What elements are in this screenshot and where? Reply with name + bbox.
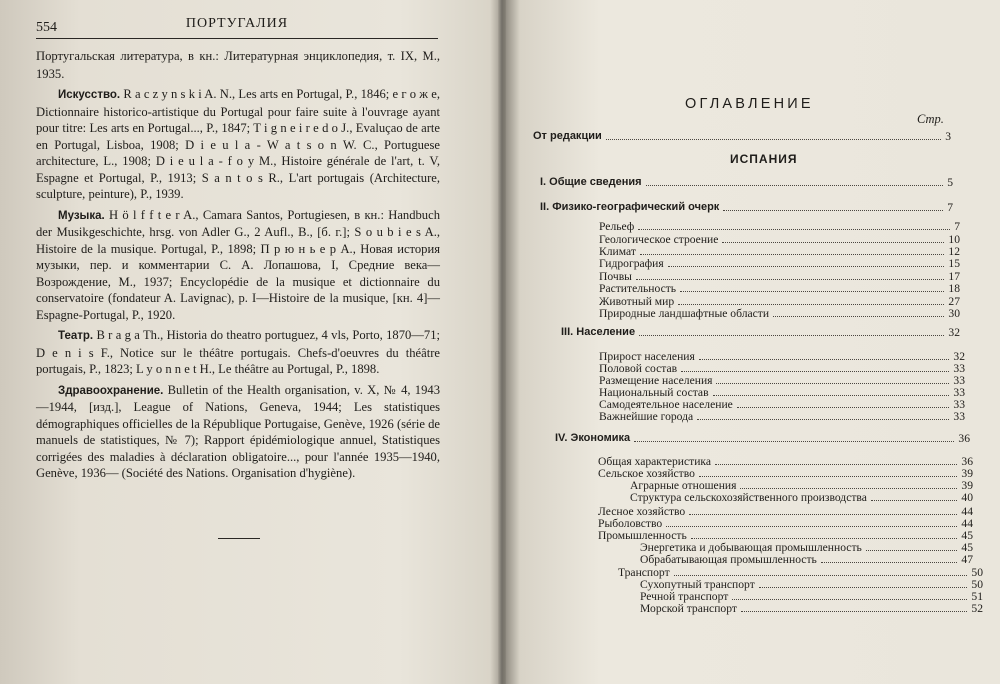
toc-leader-dots — [640, 254, 945, 255]
toc-entry-page: 33 — [953, 410, 965, 423]
end-rule — [218, 538, 260, 539]
toc-leader-dots — [674, 575, 968, 576]
biblio-paragraph: Португальская литература, в кн.: Литературная энциклопедия, т. IX, М., 1935. — [36, 49, 440, 81]
toc-entry-page: 7 — [947, 201, 953, 214]
toc-entry-page: 52 — [971, 602, 983, 615]
toc-entry-page: 32 — [948, 326, 960, 339]
toc-leader-dots — [866, 550, 958, 551]
toc-entry-label: Общая характеристика — [598, 455, 712, 468]
toc-entry[interactable] — [630, 491, 973, 504]
toc-entry-page: 36 — [958, 432, 970, 445]
toc-entry-label: Лесное хозяйство — [598, 505, 686, 518]
toc-entry[interactable] — [561, 326, 960, 339]
toc-entry-label: IV. Экономика — [555, 432, 631, 444]
toc-entry-page: 45 — [961, 529, 973, 542]
bibliography — [36, 48, 440, 486]
biblio-heading-music: Музыка. — [58, 209, 105, 222]
toc-entry-page: 33 — [953, 374, 965, 387]
toc-entry-label: Климат — [599, 245, 636, 258]
toc-leader-dots — [691, 538, 958, 539]
toc-entry-label: Структура сельскохозяйственного производства — [630, 491, 867, 504]
toc-entry-page: 44 — [961, 517, 973, 530]
toc-entry-label: Самодеятельное население — [599, 398, 733, 411]
toc-entry-label: Животный мир — [599, 295, 675, 308]
toc-entry-label: III. Население — [561, 326, 636, 338]
toc-entry-page: 15 — [948, 257, 960, 270]
toc-entry-page: 40 — [961, 491, 973, 504]
section-title: ИСПАНИЯ — [730, 152, 798, 166]
toc-leader-dots — [741, 611, 967, 612]
biblio-heading-health: Здравоохранение. — [58, 384, 164, 397]
toc-leader-dots — [773, 316, 944, 317]
toc-entry-page: 5 — [947, 176, 953, 189]
toc-entry-page: 39 — [961, 479, 973, 492]
toc-entry-label: Морской транспорт — [640, 602, 737, 615]
toc-leader-dots — [699, 476, 957, 477]
toc-leader-dots — [639, 335, 944, 336]
biblio-paragraph: Музыка. H ö l f f t e r A., Camara Santos, Portugiesen, в кн.: Handbuch der Musikgeschichte, hrsg. von Adler G., 2 Aufl., B., [б. г.]; S o u b i e s A., Histoire de la musique. Portugal, P., 1898; П р ю н ь е р А., Новая история музыки, пер. и комментарии С. А. Лопашова, I, Средние века—Возрождение, М., 1937; Encyclopédie de la musique et dictionnaire du conservatoire (fondateur A. Lavignac), p. I—Histoire de la musique, [кн. 4]—Espagne-Portugal, P., 1920. — [36, 207, 440, 322]
toc-entry-page: 36 — [961, 455, 973, 468]
toc-entry-page: 30 — [948, 307, 960, 320]
toc-leader-dots — [666, 526, 957, 527]
toc-entry[interactable] — [555, 432, 970, 445]
biblio-heading-theatre: Театр. — [58, 330, 94, 342]
biblio-paragraph: Искусство. R a c z y n s k i A. N., Les arts en Portugal, P., 1846; е г о ж е, Dictionnaire historico-artistique du Portugal pour faire suite à l'ouvrage ayant pour titre: Les arts en Portugal..., P., 1847; T i g n e i r e d o J., Evaluçao de arte en Portugal, Lisboa, 1908; D i e u l a - W a t s o n W. C., Portuguese architecture, L., 1908; D i e u l a - f o y M., Histoire générale de l'art, t. V, Espagne et Portugal, P., 1913; S a n t o s R., L'art portugais (Architecture, sculpture, peinture), P., 1939. — [36, 87, 440, 201]
toc-leader-dots — [634, 441, 954, 442]
toc-entry[interactable] — [599, 282, 960, 295]
toc-entry[interactable] — [599, 307, 960, 320]
toc-entry-label: Сухопутный транспорт — [640, 578, 755, 591]
toc-entry-label: Речной транспорт — [640, 590, 729, 603]
toc-leader-dots — [689, 514, 957, 515]
toc-entry-page: 18 — [948, 282, 960, 295]
toc-leader-dots — [821, 562, 958, 563]
toc-entry-page: 33 — [953, 398, 965, 411]
toc-entry-page: 10 — [948, 233, 960, 246]
toc-entry-label: Размещение населения — [599, 374, 713, 387]
toc-entry-label: Половой состав — [599, 362, 678, 375]
toc-entry-label: Геологическое строение — [599, 233, 719, 246]
toc-entry-page: 27 — [948, 295, 960, 308]
toc-leader-dots — [723, 210, 943, 211]
toc-entry-page: 12 — [948, 245, 960, 258]
toc-page-column-header: Стр. — [917, 112, 944, 126]
toc-entry-label: Сельское хозяйство — [598, 467, 695, 480]
toc-entry[interactable] — [640, 553, 973, 566]
toc-entry-page: 32 — [953, 350, 965, 363]
toc-entry-label: Природные ландшафтные области — [599, 307, 770, 320]
toc-leader-dots — [759, 587, 968, 588]
running-title: ПОРТУГАЛИЯ — [185, 16, 289, 31]
toc-leader-dots — [668, 266, 945, 267]
biblio-heading-art: Искусство. — [58, 89, 121, 101]
toc-leader-dots — [680, 291, 944, 292]
toc-entry[interactable] — [540, 201, 953, 214]
toc-entry[interactable] — [599, 257, 960, 270]
toc-leader-dots — [646, 185, 944, 186]
toc-entry-page: 33 — [953, 362, 965, 375]
toc-title: ОГЛАВЛЕНИЕ — [685, 96, 814, 112]
toc-entry-from-editors[interactable]: От редакции 3 — [533, 130, 951, 143]
toc-entry-label: Обрабатывающая промышленность — [640, 553, 817, 566]
toc-entry-label: Важнейшие города — [599, 410, 694, 423]
toc-entry-page: 51 — [971, 590, 983, 603]
toc-leader-dots — [716, 383, 949, 384]
toc-leader-dots — [871, 500, 958, 501]
toc-entry-label: Почвы — [599, 270, 632, 283]
biblio-paragraph: Театр. B r a g a Th., Historia do theatro portuguez, 4 vls, Porto, 1870—71; D e n i s F., Notice sur le théâtre portugais. Chefs-d'oeuvres du théâtre portugais, P., 1823; L y o n n e t H., Le théâtre au Portugal, P., 1898. — [36, 328, 440, 376]
toc-entry-label: Транспорт — [618, 566, 670, 579]
page-number: 554 — [36, 20, 57, 35]
toc-entry-label: Гидрография — [599, 257, 664, 270]
biblio-paragraph: Здравоохранение. Bulletin of the Health organisation, v. X, № 4, 1943—1944, [изд.], League of Nations, Geneva, 1944; Les statistiques démographiques officielles de la République Portugaise, Genève, 1926 (série de manuels de statistiques, № 7); Rapport épidémiologique annuel, Statistiques corrigées des maladies à déclaration obligatoire..., pour l'année 1935—1940, Genève, 1936— (Société des Nations. Organisation d'hygiène). — [36, 382, 440, 480]
toc-entry[interactable] — [599, 220, 960, 233]
toc-entry-label: Энергетика и добывающая промышленность — [640, 541, 862, 554]
toc-entry-page: 45 — [961, 541, 973, 554]
toc-entry-page: 17 — [948, 270, 960, 283]
toc-entry-label: Растительность — [599, 282, 677, 295]
toc-entry-page: 50 — [971, 566, 983, 579]
toc-entry-page: 39 — [961, 467, 973, 480]
toc-leader-dots — [636, 279, 944, 280]
toc-leader-dots — [699, 359, 950, 360]
toc-entry-label: Рыболовство — [598, 517, 663, 530]
toc-leader-dots — [678, 304, 944, 305]
toc-entry[interactable] — [599, 410, 965, 423]
running-head — [36, 16, 438, 39]
toc-entry-page: 47 — [961, 553, 973, 566]
toc-entry-label: Прирост населения — [599, 350, 695, 363]
toc-entry-page: 50 — [971, 578, 983, 591]
toc-entry-label: Национальный состав — [599, 386, 709, 399]
toc-entry-page: 33 — [953, 386, 965, 399]
toc-entry-page: 44 — [961, 505, 973, 518]
toc-entry-label: I. Общие сведения — [540, 176, 642, 188]
toc-leader-dots — [697, 419, 949, 420]
toc-leader-dots — [737, 407, 950, 408]
toc-entry-label: Рельеф — [599, 220, 635, 233]
toc-leader-dots — [638, 229, 950, 230]
right-page — [505, 0, 1000, 684]
toc-leader-dots — [681, 371, 949, 372]
toc-leader-dots — [713, 395, 950, 396]
toc-leader-dots — [715, 464, 957, 465]
toc-entry-label: II. Физико-географический очерк — [540, 201, 720, 213]
toc-entry-page: 7 — [954, 220, 960, 233]
toc-leader-dots — [732, 599, 967, 600]
toc-entry[interactable] — [540, 176, 953, 189]
toc-entry[interactable] — [640, 602, 983, 615]
toc-leader-dots — [740, 488, 957, 489]
toc-entry-label: Аграрные отношения — [630, 479, 737, 492]
toc-leader-dots — [722, 242, 944, 243]
toc-entry-label: Промышленность — [598, 529, 687, 542]
